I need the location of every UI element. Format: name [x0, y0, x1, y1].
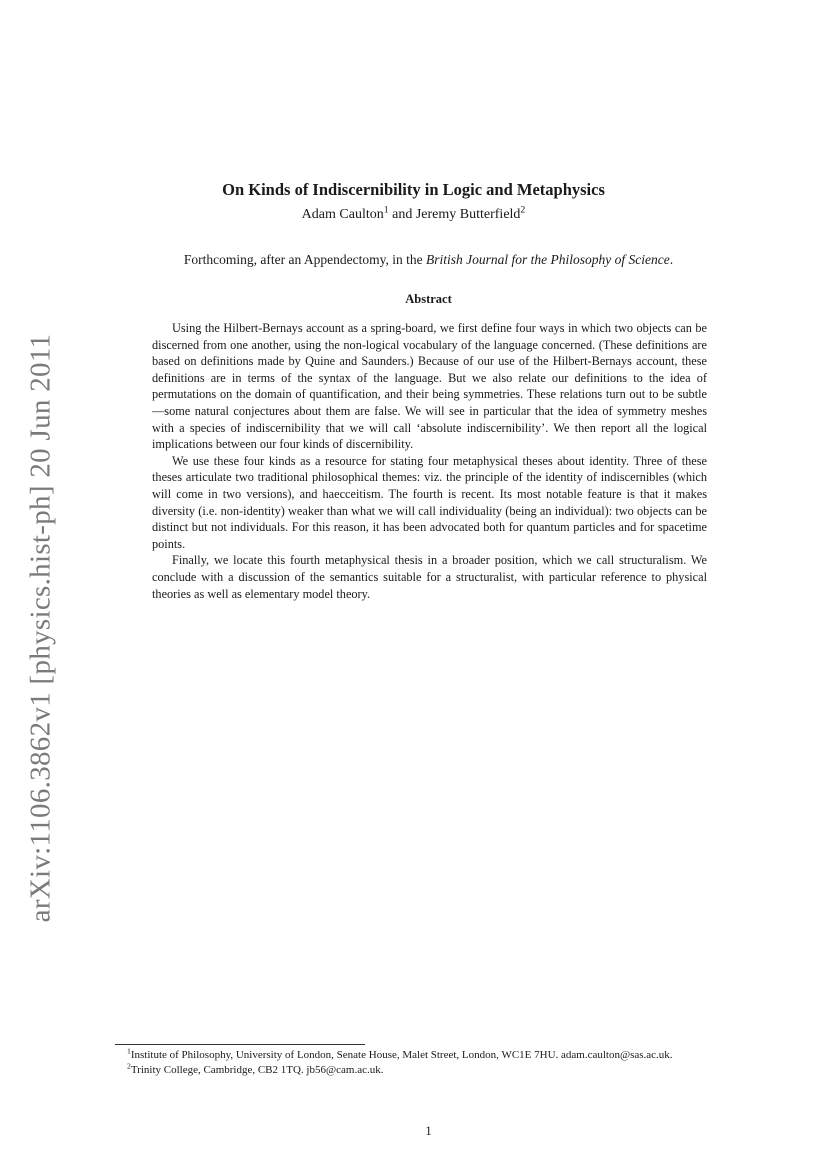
- footnote-marker: 1: [383, 204, 389, 216]
- footnote-text: Institute of Philosophy, University of London, Senate House, Malet Street, London, WC1E 7HU. adam.caulton@sas.ac.uk.: [130, 1049, 673, 1061]
- footnote: [115, 1048, 743, 1063]
- footnote-number: 2: [127, 1061, 131, 1071]
- author-name: Jeremy Butterfield: [415, 207, 521, 222]
- abstract-body: [152, 320, 707, 602]
- footnote-number: 1: [127, 1046, 131, 1056]
- abstract-paragraph: We use these four kinds as a resource for stating four metaphysical theses about identity. Three of these theses articulate two traditional philosophical themes: viz. the principle of the identity of indiscernibles (which will come in two versions), and haecceitism. The fourth is recent. Its most notable feature is that it makes diversity (i.e. non-identity) weaker than what we will call individuality (being an individual): two objects can be distinct but not individuals. For this reason, it has been advocated both for quantum particles and for spacetime points.: [152, 453, 707, 551]
- abstract-paragraph: Using the Hilbert-Bernays account as a spring-board, we first define four ways in which two objects can be discerned from one another, using the non-logical vocabulary of the language concerned. (These definitions are based on definitions made by Quine and Saunders.) Because of our use of the Hilbert-Bernays account, these definitions are in terms of the syntax of the language. But we also relate our definitions to the idea of permutations on the domain of quantification, and their being symmetries. These relations turn out to be subtle—some natural conjectures about them are false. We will see in particular that the idea of symmetry meshes with a species of indiscernibility that we will call ‘absolute indiscernibility’. We then report all the logical implications between our four kinds of discernibility.: [152, 321, 707, 452]
- paper-title: On Kinds of Indiscernibility in Logic and Metaphysics: [222, 180, 605, 199]
- author-name: Adam Caulton: [301, 207, 384, 222]
- footnote-divider: [115, 1044, 365, 1045]
- footnote-marker: 2: [520, 204, 526, 216]
- author-connector: and: [388, 207, 416, 222]
- page-number: 1: [425, 1124, 432, 1138]
- abstract-heading: Abstract: [405, 292, 452, 306]
- footnote-text: Trinity College, Cambridge, CB2 1TQ. jb56@cam.ac.uk.: [130, 1064, 384, 1076]
- journal-name: British Journal for the Philosophy of Science: [425, 252, 670, 267]
- footnotes: [115, 1048, 743, 1078]
- author-line: [0, 204, 827, 223]
- abstract-paragraph: Finally, we locate this fourth metaphysical thesis in a broader position, which we call structuralism. We conclude with a discussion of the semantics suitable for a structuralist, with particular reference to physical theories as well as elementary model theory.: [152, 553, 707, 601]
- publication-note-suffix: .: [669, 252, 674, 267]
- footnote: [115, 1063, 743, 1078]
- arxiv-identifier-stamp: arXiv:1106.3862v1 [physics.hist-ph] 20 Jun 2011: [24, 333, 57, 923]
- publication-note: [0, 252, 827, 268]
- publication-note-prefix: Forthcoming, after an Appendectomy, in the: [183, 252, 426, 267]
